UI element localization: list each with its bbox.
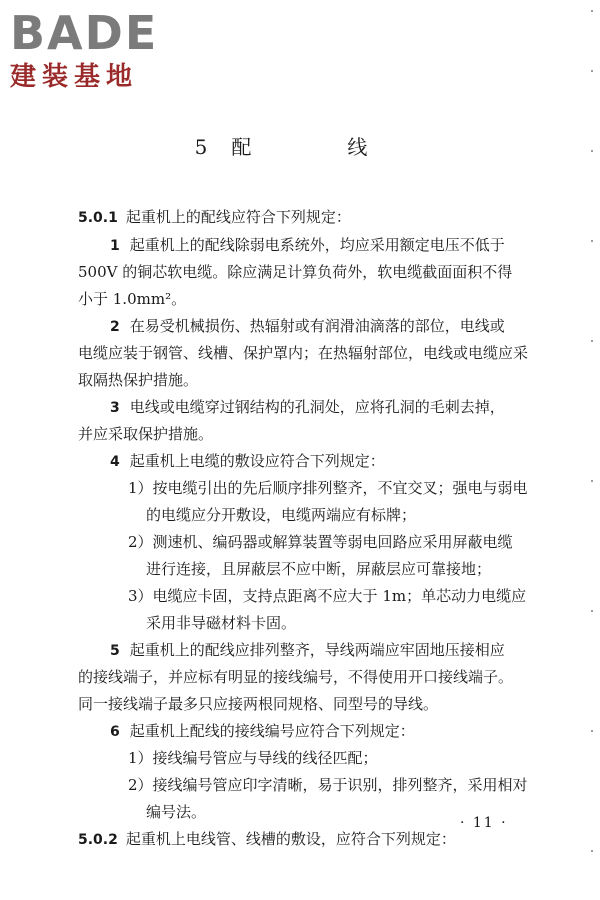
- list-item-line: 2）测速机、编码器或解算装置等弱电回路应采用屏蔽电缆: [128, 533, 513, 551]
- clause-line: [110, 721, 415, 742]
- clause-number: 5: [110, 643, 120, 659]
- section-text: 起重机上的配线应符合下列规定：: [125, 208, 351, 226]
- scan-edge-marks: [591, 10, 594, 890]
- list-item-line: 2）接线编号管应印字清晰，易于识别，排列整齐，采用相对: [128, 776, 528, 794]
- text-line: 并应采取保护措施。: [78, 425, 214, 443]
- clause-text: 起重机上电缆的敷设应符合下列规定：: [129, 452, 385, 470]
- text-line: 同一接线端子最多只应接两根同规格、同型号的导线。: [78, 695, 439, 713]
- text-line: 500V 的铜芯软电缆。除应满足计算负荷外，软电缆截面面积不得: [78, 263, 513, 281]
- logo-text-chinese: 建装基地: [10, 62, 139, 92]
- list-item-line: 1）接线编号管应与导线的线径匹配；: [128, 749, 378, 767]
- chapter-number: 5: [194, 135, 210, 159]
- section-text: 起重机上电线管、线槽的敷设，应符合下列规定：: [125, 830, 456, 848]
- list-item-line: 1）按电缆引出的先后顺序排列整齐，不宜交叉；强电与弱电: [128, 479, 528, 497]
- list-item-continuation: 的电缆应分开敷设，电缆两端应有标牌；: [146, 506, 417, 524]
- clause-line: [110, 397, 505, 418]
- clause-line: [110, 316, 505, 337]
- text-line: 的接线端子，并应标有明显的接线编号，不得使用开口接线端子。: [78, 668, 514, 686]
- text-line: 小于 1.0mm²。: [78, 290, 187, 308]
- chapter-title: 配 线: [231, 135, 406, 159]
- clause-text: 电线或电缆穿过钢结构的孔洞处，应将孔洞的毛刺去掉，: [129, 398, 505, 416]
- section-number: 5.0.1: [78, 210, 118, 226]
- clause-line: [110, 235, 505, 256]
- clause-text: 起重机上配线的接线编号应符合下列规定：: [129, 722, 415, 740]
- page-number: · 11 ·: [460, 815, 508, 831]
- list-item-line: 3）电缆应卡固，支持点距离不应大于 1m；单芯动力电缆应: [128, 587, 527, 605]
- clause-number: 6: [110, 724, 120, 740]
- section-heading: [78, 829, 456, 850]
- chapter-heading: [0, 131, 600, 160]
- clause-number: 2: [110, 319, 120, 335]
- clause-text: 起重机上的配线除弱电系统外，均应采用额定电压不低于: [129, 236, 505, 254]
- section-number: 5.0.2: [78, 832, 118, 848]
- logo-text-latin: BADE: [10, 6, 159, 60]
- list-item-continuation: 进行连接，且屏蔽层不应中断，屏蔽层应可靠接地；: [146, 560, 492, 578]
- clause-line: [110, 640, 505, 661]
- clause-number: 1: [110, 238, 120, 254]
- clause-number: 3: [110, 400, 120, 416]
- brand-logo: [10, 8, 158, 92]
- list-item-continuation: 编号法。: [146, 803, 207, 821]
- list-item-continuation: 采用非导磁材料卡固。: [146, 614, 297, 632]
- text-line: 取隔热保护措施。: [78, 371, 199, 389]
- clause-text: 起重机上的配线应排列整齐，导线两端应牢固地压接相应: [129, 641, 505, 659]
- clause-number: 4: [110, 454, 120, 470]
- section-heading: [78, 207, 351, 228]
- text-line: 电缆应装于钢管、线槽、保护罩内；在热辐射部位，电线或电缆应采: [78, 344, 529, 362]
- clause-text: 在易受机械损伤、热辐射或有润滑油滴落的部位，电线或: [129, 317, 505, 335]
- clause-line: [110, 451, 385, 472]
